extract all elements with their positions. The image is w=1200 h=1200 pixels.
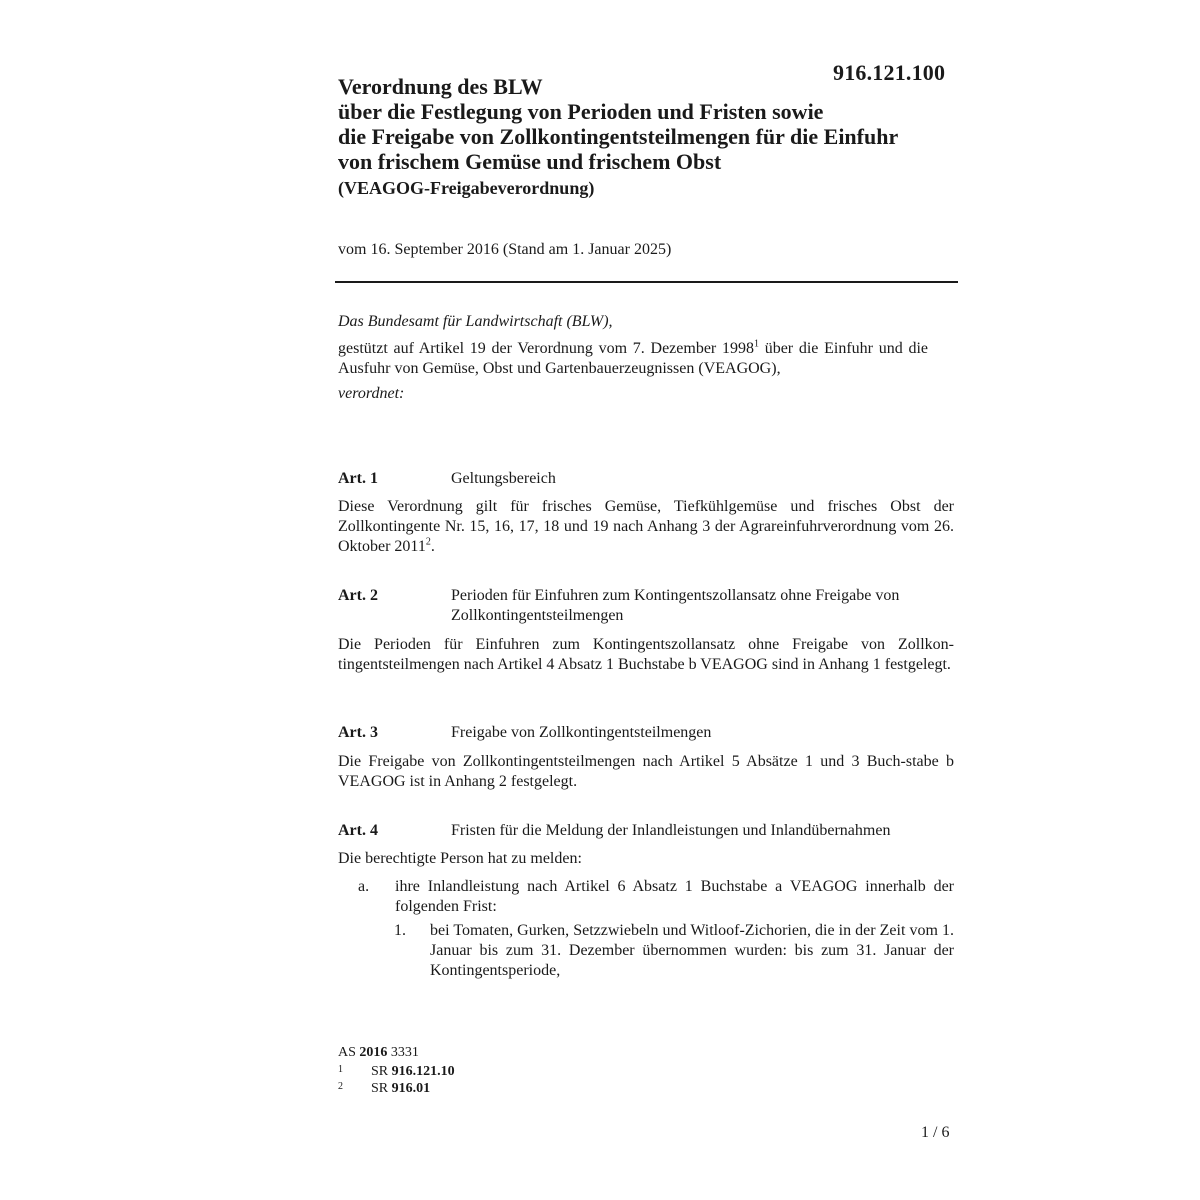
header-divider	[335, 281, 958, 283]
as-prefix: AS	[338, 1045, 360, 1060]
sr-number: 916.121.100	[833, 60, 946, 85]
article-2-heading	[338, 586, 954, 626]
footnote-2-number: 2	[338, 1081, 343, 1092]
footnote-ref-2[interactable]: 2	[425, 536, 431, 548]
ingress-basis-post: über die Einfuhr und die Ausfuhr von Gemüse, Obst und Gartenbauerzeugnissen (VEAGOG),	[338, 340, 928, 377]
article-2-title: Perioden für Einfuhren zum Kontingentszollansatz ohne Freigabe von Zollkontingentsteilmengen	[451, 587, 900, 624]
article-3-heading	[338, 723, 954, 743]
article-4-title: Fristen für die Meldung der Inlandleistungen und Inlandübernahmen	[451, 822, 891, 839]
article-4-intro: Die berechtigte Person hat zu melden:	[338, 850, 582, 867]
article-1-title: Geltungsbereich	[451, 470, 556, 487]
article-3-title: Freigabe von Zollkontingentsteilmengen	[451, 724, 712, 741]
article-4-item-a-text: ihre Inlandleistung nach Artikel 6 Absatz 1 Buchstabe a VEAGOG innerhalb der folgenden Frist:	[395, 878, 954, 915]
ingress-decrees: verordnet:	[338, 385, 405, 402]
official-compilation-ref	[338, 1044, 419, 1061]
document-title	[338, 74, 978, 174]
footnote-2-prefix: SR	[371, 1081, 392, 1096]
title-line-2: über die Festlegung von Perioden und Fristen sowie	[338, 99, 824, 124]
article-3-number: Art. 3	[338, 724, 378, 741]
as-year: 2016	[359, 1045, 388, 1060]
footnote-1-ref[interactable]: 916.121.10	[391, 1064, 455, 1079]
article-4-item-a-label: a.	[358, 878, 370, 895]
title-line-4: von frischem Gemüse und frischem Obst	[338, 149, 722, 174]
footnote-2	[338, 1080, 638, 1097]
ingress-basis-pre: gestützt auf Artikel 19 der Verordnung vom 7. Dezember 1998	[338, 340, 754, 357]
ingress-basis	[338, 339, 928, 379]
title-line-1: Verordnung des BLW	[338, 74, 543, 99]
article-3-text: Die Freigabe von Zollkontingentsteilmengen nach Artikel 5 Absätze 1 und 3 Buch-stabe b VEAGOG ist in Anhang 2 festgelegt.	[338, 753, 954, 790]
title-line-3: die Freigabe von Zollkontingentsteilmengen für die Einfuhr	[338, 124, 899, 149]
article-1-text	[338, 497, 954, 557]
article-4-heading	[338, 821, 954, 841]
footnote-2-ref[interactable]: 916.01	[391, 1081, 431, 1096]
date-line: vom 16. September 2016 (Stand am 1. Januar 2025)	[338, 241, 672, 258]
short-title: (VEAGOG-Freigabeverordnung)	[338, 178, 595, 198]
footnote-1-prefix: SR	[371, 1064, 392, 1079]
article-1-text-pre: Diese Verordnung gilt für frisches Gemüse, Tiefkühlgemüse und frisches Obst der Zollkontingente Nr. 15, 16, 17, 18 und 19 nach Anhang 3 der Agrareinfuhrverordnung vom 26. Oktober 2011	[338, 498, 954, 555]
as-page: 3331	[387, 1045, 419, 1060]
article-2-number: Art. 2	[338, 587, 378, 604]
article-1-text-post: .	[430, 538, 435, 555]
article-4-item-1-text: bei Tomaten, Gurken, Setzzwiebeln und Witloof-Zichorien, die in der Zeit vom 1. Januar bis zum 31. Dezember übernommen wurden: bis zum 31. Januar der Kontingentsperiode,	[430, 922, 954, 979]
article-4-number: Art. 4	[338, 822, 378, 839]
article-1-number: Art. 1	[338, 470, 378, 487]
footnote-ref-1[interactable]: 1	[753, 338, 759, 350]
article-4-item-1-label: 1.	[394, 922, 406, 939]
footnote-1	[338, 1063, 638, 1080]
page-number: 1 / 6	[921, 1124, 950, 1141]
ingress-authority: Das Bundesamt für Landwirtschaft (BLW),	[338, 313, 613, 330]
footnote-1-number: 1	[338, 1064, 343, 1075]
article-1-heading	[338, 469, 954, 489]
article-2-text: Die Perioden für Einfuhren zum Kontingentszollansatz ohne Freigabe von Zollkon-tingentsteilmengen nach Artikel 4 Absatz 1 Buchstabe b VEAGOG sind in Anhang 1 festgelegt.	[338, 636, 954, 673]
